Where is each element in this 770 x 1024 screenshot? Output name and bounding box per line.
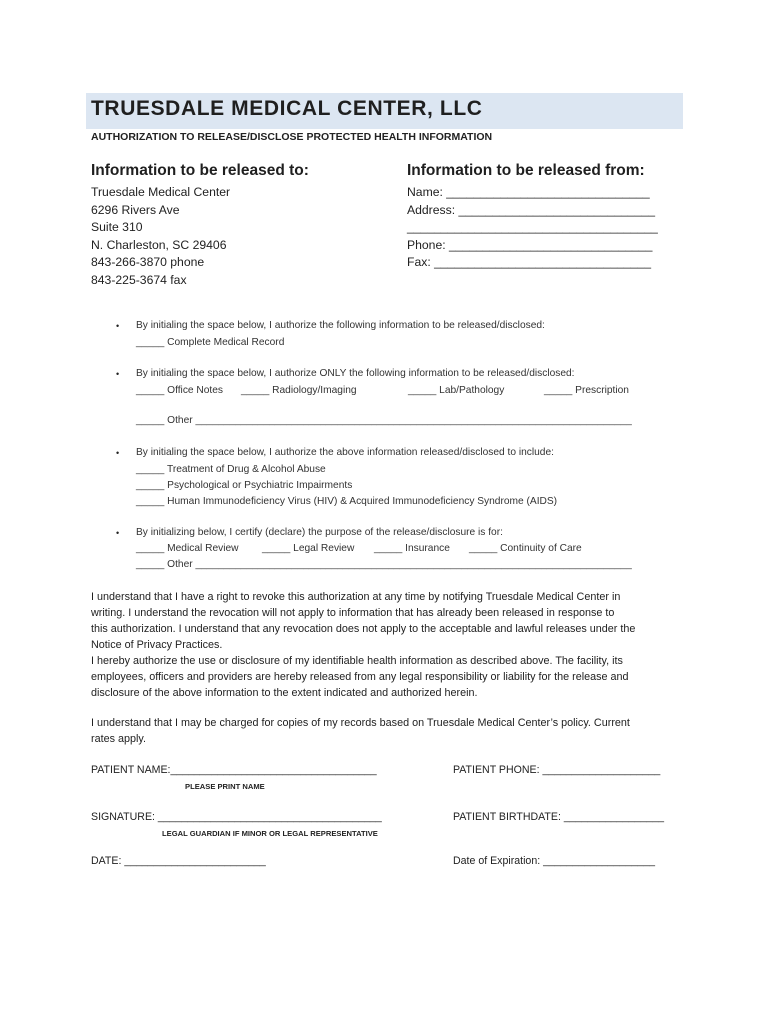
paragraph-line: writing. I understand the revocation will not apply to information that has already been released in response to [91, 607, 615, 619]
address-line: Suite 310 [91, 220, 143, 234]
section-1-intro: By initialing the space below, I authorize the following information to be released/disclosed: [136, 320, 545, 331]
paragraph-line: I understand that I have a right to revoke this authorization at any time by notifying Truesdale Medical Center in [91, 591, 621, 603]
released-from-fields [407, 184, 658, 272]
radiology-field[interactable]: _____ Radiology/Imaging [241, 385, 357, 396]
paragraph-line: Notice of Privacy Practices. [91, 639, 223, 651]
paragraph-line: I understand that I may be charged for copies of my records based on Truesdale Medical Center’s policy. Current [91, 717, 630, 729]
fax-field[interactable]: Fax: ________________________________ [407, 255, 651, 269]
form-title: AUTHORIZATION TO RELEASE/DISCLOSE PROTECTED HEALTH INFORMATION [91, 131, 493, 143]
paragraph-line: disclosure of the above information to the extent indicated and authorized herein. [91, 687, 478, 699]
section-2-intro: By initialing the space below, I authorize ONLY the following information to be released/disclosed: [136, 368, 575, 379]
address-field-line2[interactable]: _____________________________________ [407, 220, 658, 234]
drug-alcohol-field[interactable]: _____ Treatment of Drug & Alcohol Abuse [136, 464, 326, 475]
office-notes-field[interactable]: _____ Office Notes [136, 385, 224, 396]
released-to-heading: Information to be released to: [91, 162, 309, 179]
charges-paragraph [91, 715, 691, 747]
signature-field[interactable]: SIGNATURE: ______________________________________ [91, 811, 382, 823]
other-info-field[interactable]: _____ Other _____________________________________________________________________________ [136, 415, 632, 426]
paragraph-line: rates apply. [91, 733, 147, 745]
paragraph-line: employees, officers and providers are hereby released from any legal responsibility or liability for the release and [91, 671, 629, 683]
patient-phone-field[interactable]: PATIENT PHONE: ____________________ [453, 764, 661, 776]
patient-birthdate-field[interactable]: PATIENT BIRTHDATE: _________________ [453, 811, 665, 823]
signature-note: LEGAL GUARDIAN IF MINOR OR LEGAL REPRESENTATIVE [162, 829, 378, 838]
section-4-intro: By initializing below, I certify (declare) the purpose of the release/disclosure is for: [136, 527, 503, 538]
bullet: • [116, 448, 120, 458]
patient-name-field[interactable]: PATIENT NAME:___________________________________ [91, 764, 377, 776]
address-line: 843-266-3870 phone [91, 255, 205, 269]
bullet: • [116, 528, 120, 538]
phone-field[interactable]: Phone: ______________________________ [407, 237, 653, 252]
date-field[interactable]: DATE: ________________________ [91, 855, 266, 867]
other-purpose-field[interactable]: _____ Other _____________________________________________________________________________ [136, 559, 632, 570]
paragraph-line: this authorization. I understand that any revocation does not apply to the acceptable and lawful releases under the [91, 623, 636, 635]
address-line: 6296 Rivers Ave [91, 202, 180, 217]
legal-review-field[interactable]: _____ Legal Review [262, 543, 355, 554]
address-field[interactable]: Address: _____________________________ [407, 202, 656, 217]
continuity-care-field[interactable]: _____ Continuity of Care [469, 543, 582, 554]
insurance-field[interactable]: _____ Insurance [374, 543, 450, 554]
released-from-heading: Information to be released from: [407, 162, 645, 179]
org-name: TRUESDALE MEDICAL CENTER, LLC [91, 97, 483, 120]
bullet: • [116, 321, 120, 331]
medical-review-field[interactable]: _____ Medical Review [136, 543, 239, 554]
hiv-aids-field[interactable]: _____ Human Immunodeficiency Virus (HIV) & Acquired Immunodeficiency Syndrome (AIDS) [136, 496, 558, 507]
address-line: N. Charleston, SC 29406 [91, 237, 227, 252]
released-to-address [91, 184, 230, 289]
name-field[interactable]: Name: ______________________________ [407, 185, 650, 199]
section-3-intro: By initialing the space below, I authorize the above information released/disclosed to include: [136, 447, 554, 458]
psychological-field[interactable]: _____ Psychological or Psychiatric Impairments [136, 480, 353, 491]
revocation-paragraph [91, 589, 691, 701]
address-line: 843-225-3674 fax [91, 272, 187, 287]
address-line: Truesdale Medical Center [91, 185, 231, 199]
bullet: • [116, 369, 120, 379]
expiration-date-field[interactable]: Date of Expiration: ___________________ [453, 855, 656, 867]
patient-name-note: PLEASE PRINT NAME [185, 782, 265, 791]
paragraph-line: I hereby authorize the use or disclosure of my identifiable health information as described above. The facility, its [91, 655, 623, 667]
lab-pathology-field[interactable]: _____ Lab/Pathology [408, 385, 505, 396]
prescription-field[interactable]: _____ Prescription [544, 385, 629, 396]
complete-record-field[interactable]: _____ Complete Medical Record [136, 337, 285, 348]
